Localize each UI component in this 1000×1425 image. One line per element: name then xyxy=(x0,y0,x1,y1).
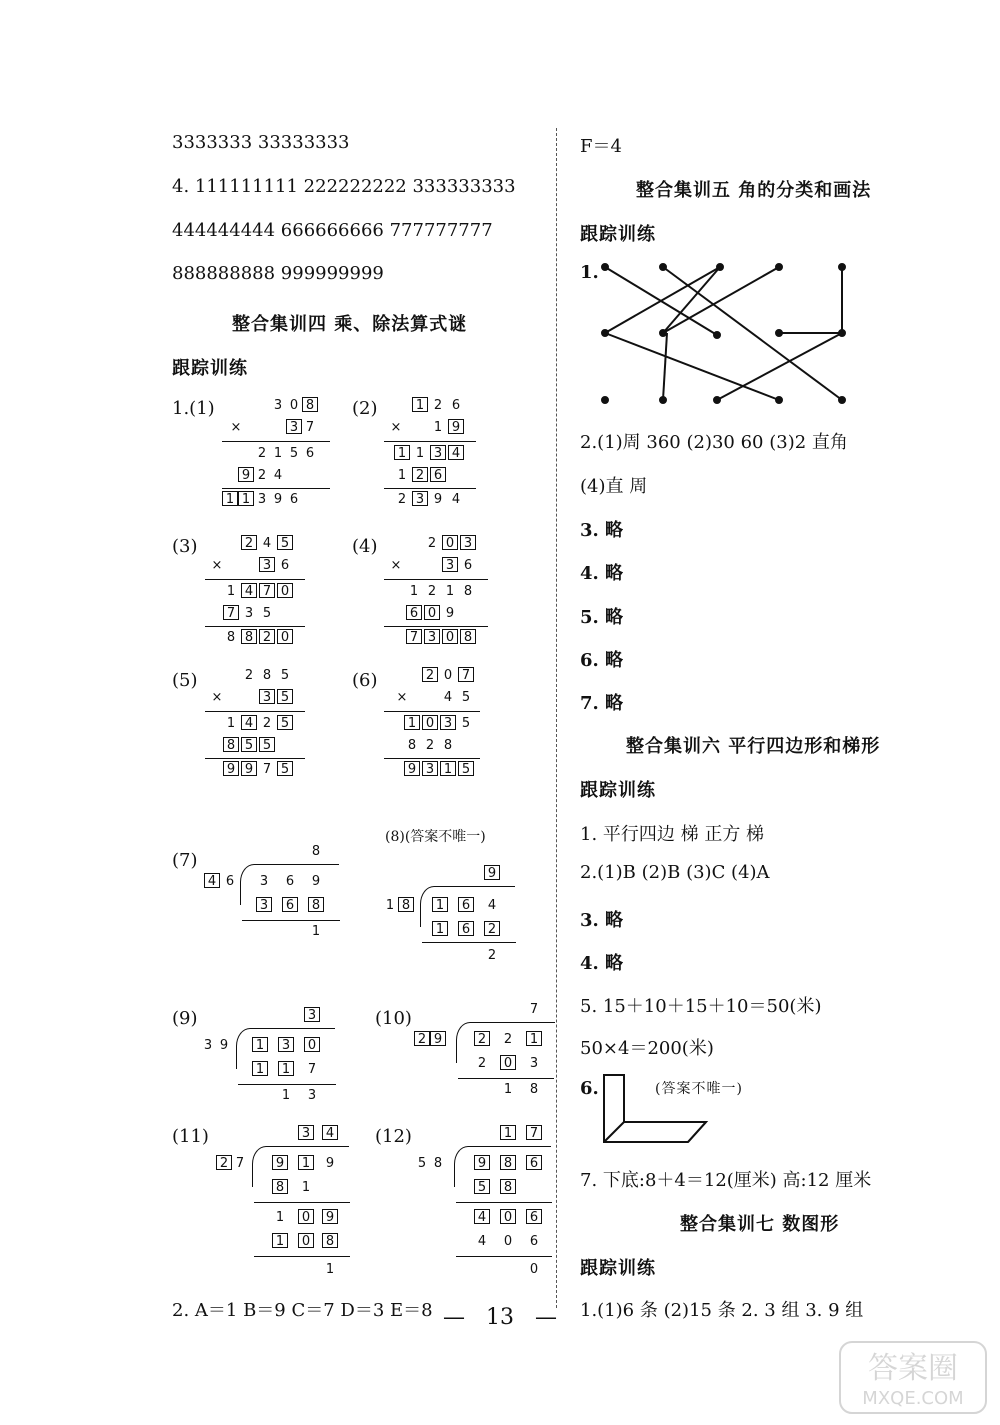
calc-label-7: (7) xyxy=(172,850,198,871)
digit: 2 xyxy=(257,468,267,483)
digit: 5 xyxy=(461,690,471,705)
boxed-digit: 1 xyxy=(252,1061,268,1076)
digit: 0 xyxy=(503,1234,513,1249)
boxed-digit: 3 xyxy=(460,535,476,550)
boxed-digit: 6 xyxy=(406,605,422,620)
boxed-digit: 1 xyxy=(432,897,448,912)
boxed-digit: 2 xyxy=(414,1031,430,1046)
digit: 1 xyxy=(325,1262,335,1277)
boxed-digit: 2 xyxy=(259,629,275,644)
calc-label-3: (3) xyxy=(172,536,198,557)
digit: 9 xyxy=(433,492,443,507)
boxed-digit: 2 xyxy=(412,467,428,482)
digit: 2 xyxy=(487,948,497,963)
calc-label-11: (11) xyxy=(172,1126,209,1147)
boxed-digit: 3 xyxy=(304,1007,320,1022)
digit: 5 xyxy=(289,446,299,461)
digit: 4 xyxy=(273,468,283,483)
answer-line-4: 888888888 999999999 xyxy=(172,263,384,284)
boxed-digit: 0 xyxy=(500,1055,516,1070)
digit: 7 xyxy=(305,420,315,435)
section4-title: 整合集训四 乘、除法算式谜 xyxy=(232,314,468,335)
boxed-digit: 1 xyxy=(272,1233,288,1248)
boxed-digit: 9 xyxy=(238,467,254,482)
digit: 1 xyxy=(409,584,419,599)
digit: 9 xyxy=(325,1156,335,1171)
boxed-digit: 1 xyxy=(394,445,410,460)
boxed-digit: 4 xyxy=(204,873,220,888)
calc-label-5: (5) xyxy=(172,670,198,691)
digit: 8 xyxy=(407,738,417,753)
digit: 6 xyxy=(529,1234,539,1249)
digit: 3 xyxy=(259,874,269,889)
boxed-digit: 3 xyxy=(422,761,438,776)
boxed-digit: 3 xyxy=(259,557,275,572)
digit: 6 xyxy=(289,492,299,507)
digit: 2 xyxy=(244,668,254,683)
section7-title: 整合集训七 数图形 xyxy=(680,1214,840,1235)
boxed-digit: 8 xyxy=(322,1233,338,1248)
digit: 7 xyxy=(307,1062,317,1077)
digit: 1 xyxy=(445,584,455,599)
boxed-digit: 8 xyxy=(460,629,476,644)
digit: 3 xyxy=(203,1038,213,1053)
boxed-digit: 4 xyxy=(448,445,464,460)
digit: 4 xyxy=(487,898,497,913)
multiplication-puzzle-1 xyxy=(222,396,332,516)
digit: 2 xyxy=(397,492,407,507)
s6-q1: 1. 平行四边 梯 正方 梯 xyxy=(580,824,765,845)
s6-q6-note: (答案不唯一) xyxy=(655,1081,743,1097)
multiplication-puzzle-6 xyxy=(384,666,484,786)
boxed-digit: 7 xyxy=(259,583,275,598)
boxed-digit: 0 xyxy=(277,629,293,644)
boxed-digit: 1 xyxy=(500,1125,516,1140)
division-puzzle-8 xyxy=(380,864,525,964)
digit: 4 xyxy=(451,492,461,507)
boxed-digit: 3 xyxy=(412,491,428,506)
trapezoid-figure xyxy=(598,1072,710,1150)
digit: × xyxy=(390,420,402,435)
boxed-digit: 1 xyxy=(432,921,448,936)
boxed-digit: 6 xyxy=(458,897,474,912)
boxed-digit: 0 xyxy=(298,1209,314,1224)
boxed-digit: 9 xyxy=(448,419,464,434)
digit: 8 xyxy=(443,738,453,753)
f-answer: F＝4 xyxy=(580,136,622,157)
boxed-digit: 4 xyxy=(241,583,257,598)
boxed-digit: 5 xyxy=(277,761,293,776)
boxed-digit: 3 xyxy=(259,689,275,704)
digit: 3 xyxy=(244,606,254,621)
digit: 6 xyxy=(285,874,295,889)
digit: 3 xyxy=(307,1088,317,1103)
division-puzzle-11 xyxy=(212,1124,357,1284)
calc-label-9: (9) xyxy=(172,1008,198,1029)
boxed-digit: 9 xyxy=(272,1155,288,1170)
digit: 8 xyxy=(311,844,321,859)
digit: 2 xyxy=(257,446,267,461)
boxed-digit: 9 xyxy=(430,1031,446,1046)
digit: 8 xyxy=(433,1156,443,1171)
q1-label: 1.(1) xyxy=(172,398,215,419)
digit: × xyxy=(230,420,242,435)
digit: 6 xyxy=(305,446,315,461)
boxed-digit: 8 xyxy=(223,737,239,752)
boxed-digit: 7 xyxy=(223,605,239,620)
boxed-digit: 1 xyxy=(412,397,428,412)
digit: 8 xyxy=(529,1082,539,1097)
boxed-digit: 9 xyxy=(223,761,239,776)
boxed-digit: 1 xyxy=(278,1061,294,1076)
section6-subtitle: 跟踪训练 xyxy=(580,780,656,801)
digit: 2 xyxy=(262,716,272,731)
s5-q2-answer: 2.(1)周 360 (2)30 60 (3)2 直角 xyxy=(580,432,848,453)
digit: 5 xyxy=(417,1156,427,1171)
s5-q5: 5. 略 xyxy=(580,607,624,628)
boxed-digit: 6 xyxy=(526,1209,542,1224)
boxed-digit: 7 xyxy=(526,1125,542,1140)
boxed-digit: 1 xyxy=(238,491,254,506)
boxed-digit: 5 xyxy=(277,715,293,730)
s5-q7: 7. 略 xyxy=(580,693,624,714)
boxed-digit: 0 xyxy=(442,629,458,644)
division-puzzle-10 xyxy=(412,1000,557,1100)
digit: 8 xyxy=(463,584,473,599)
digit: × xyxy=(390,558,402,573)
digit: 1 xyxy=(301,1180,311,1195)
answer-line-1: 3333333 33333333 xyxy=(172,132,350,153)
boxed-digit: 9 xyxy=(404,761,420,776)
answer-line-3: 444444444 666666666 777777777 xyxy=(172,220,493,241)
digit: 3 xyxy=(529,1056,539,1071)
digit: 6 xyxy=(280,558,290,573)
section7-subtitle: 跟踪训练 xyxy=(580,1258,656,1279)
boxed-digit: 5 xyxy=(458,761,474,776)
boxed-digit: 0 xyxy=(424,605,440,620)
boxed-digit: 9 xyxy=(241,761,257,776)
digit: 8 xyxy=(226,630,236,645)
multiplication-puzzle-3 xyxy=(205,534,310,654)
s6-q7: 7. 下底:8＋4＝12(厘米) 高:12 厘米 xyxy=(580,1170,872,1191)
boxed-digit: 0 xyxy=(304,1037,320,1052)
boxed-digit: 6 xyxy=(282,897,298,912)
calc-label-6: (6) xyxy=(352,670,378,691)
watermark-logo xyxy=(838,1340,988,1415)
page-number: — 13 — xyxy=(443,1305,557,1330)
boxed-digit: 1 xyxy=(440,761,456,776)
boxed-digit: 1 xyxy=(222,491,238,506)
section6-title: 整合集训六 平行四边形和梯形 xyxy=(626,736,881,757)
digit: 0 xyxy=(443,668,453,683)
digit: 0 xyxy=(529,1262,539,1277)
s6-q2: 2.(1)B (2)B (3)C (4)A xyxy=(580,862,770,883)
svg-text:答案圈: 答案圈 xyxy=(868,1351,958,1386)
s5-q6: 6. 略 xyxy=(580,650,624,671)
digit: 2 xyxy=(477,1056,487,1071)
digit: 6 xyxy=(451,398,461,413)
s5-q2-cont: (4)直 周 xyxy=(580,476,648,497)
digit: 5 xyxy=(262,606,272,621)
s6-q4: 4. 略 xyxy=(580,953,624,974)
boxed-digit: 8 xyxy=(241,629,257,644)
digit: 5 xyxy=(461,716,471,731)
boxed-digit: 3 xyxy=(298,1125,314,1140)
boxed-digit: 9 xyxy=(474,1155,490,1170)
boxed-digit: 5 xyxy=(474,1179,490,1194)
section5-subtitle: 跟踪训练 xyxy=(580,224,656,245)
digit: 4 xyxy=(477,1234,487,1249)
boxed-digit: 2 xyxy=(216,1155,232,1170)
answer-line-2: 4. 111111111 222222222 333333333 xyxy=(172,176,516,197)
boxed-digit: 6 xyxy=(430,467,446,482)
boxed-digit: 4 xyxy=(241,715,257,730)
digit: 2 xyxy=(427,584,437,599)
digit: 9 xyxy=(219,1038,229,1053)
division-puzzle-7 xyxy=(200,842,345,942)
boxed-digit: 0 xyxy=(422,715,438,730)
boxed-digit: 6 xyxy=(458,921,474,936)
boxed-digit: 3 xyxy=(256,897,272,912)
digit: 7 xyxy=(235,1156,245,1171)
digit: 7 xyxy=(529,1002,539,1017)
digit: 8 xyxy=(262,668,272,683)
boxed-digit: 3 xyxy=(286,419,302,434)
digit: 9 xyxy=(273,492,283,507)
boxed-digit: 8 xyxy=(500,1155,516,1170)
digit: 1 xyxy=(226,716,236,731)
boxed-digit: 0 xyxy=(298,1233,314,1248)
digit: 6 xyxy=(225,874,235,889)
boxed-digit: 1 xyxy=(404,715,420,730)
boxed-digit: 8 xyxy=(302,397,318,412)
digit: 2 xyxy=(425,738,435,753)
digit: 1 xyxy=(273,446,283,461)
boxed-digit: 2 xyxy=(241,535,257,550)
boxed-digit: 7 xyxy=(406,629,422,644)
digit: 9 xyxy=(445,606,455,621)
digit: 2 xyxy=(503,1032,513,1047)
digit: 2 xyxy=(427,536,437,551)
boxed-digit: 0 xyxy=(277,583,293,598)
calc-label-2: (2) xyxy=(352,398,378,419)
digit: × xyxy=(396,690,408,705)
digit: 3 xyxy=(257,492,267,507)
boxed-digit: 1 xyxy=(252,1037,268,1052)
boxed-digit: 0 xyxy=(500,1209,516,1224)
boxed-digit: 3 xyxy=(424,629,440,644)
boxed-digit: 9 xyxy=(322,1209,338,1224)
digit: 1 xyxy=(275,1210,285,1225)
digit: 2 xyxy=(433,398,443,413)
boxed-digit: 8 xyxy=(398,897,414,912)
digit: 1 xyxy=(385,898,395,913)
boxed-digit: 6 xyxy=(526,1155,542,1170)
boxed-digit: 1 xyxy=(526,1031,542,1046)
calc-label-4: (4) xyxy=(352,536,378,557)
boxed-digit: 5 xyxy=(277,535,293,550)
digit: 1 xyxy=(281,1088,291,1103)
q2-answer: 2. A＝1 B＝9 C＝7 D＝3 E＝8 xyxy=(172,1300,433,1321)
boxed-digit: 2 xyxy=(474,1031,490,1046)
digit: 5 xyxy=(280,668,290,683)
boxed-digit: 2 xyxy=(484,921,500,936)
multiplication-puzzle-2 xyxy=(384,396,484,516)
multiplication-puzzle-5 xyxy=(205,666,310,786)
digit: × xyxy=(211,690,223,705)
boxed-digit: 5 xyxy=(277,689,293,704)
digit: × xyxy=(211,558,223,573)
digit: 4 xyxy=(443,690,453,705)
s5-q3: 3. 略 xyxy=(580,520,624,541)
boxed-digit: 3 xyxy=(440,715,456,730)
section4-subtitle: 跟踪训练 xyxy=(172,358,248,379)
boxed-digit: 8 xyxy=(272,1179,288,1194)
s6-q3: 3. 略 xyxy=(580,910,624,931)
calc-label-12: (12) xyxy=(375,1126,412,1147)
s5-q4: 4. 略 xyxy=(580,563,624,584)
digit: 1 xyxy=(397,468,407,483)
s6-q6-label: 6. xyxy=(580,1078,599,1099)
digit: 3 xyxy=(273,398,283,413)
svg-text:MXQE.COM: MXQE.COM xyxy=(862,1388,964,1409)
boxed-digit: 7 xyxy=(458,667,474,682)
division-puzzle-12 xyxy=(412,1124,557,1284)
boxed-digit: 9 xyxy=(484,865,500,880)
digit: 1 xyxy=(433,420,443,435)
digit: 4 xyxy=(262,536,272,551)
section5-title: 整合集训五 角的分类和画法 xyxy=(636,180,872,201)
boxed-digit: 3 xyxy=(442,557,458,572)
digit: 1 xyxy=(415,446,425,461)
boxed-digit: 4 xyxy=(322,1125,338,1140)
digit: 9 xyxy=(311,874,321,889)
digit: 7 xyxy=(262,762,272,777)
calc-label-10: (10) xyxy=(375,1008,412,1029)
multiplication-puzzle-4 xyxy=(384,534,494,654)
digit: 1 xyxy=(503,1082,513,1097)
boxed-digit: 5 xyxy=(241,737,257,752)
boxed-digit: 2 xyxy=(422,667,438,682)
digit: 6 xyxy=(463,558,473,573)
digit: 1 xyxy=(226,584,236,599)
matching-lines-figure xyxy=(590,255,860,415)
boxed-digit: 3 xyxy=(430,445,446,460)
digit: 1 xyxy=(311,924,321,939)
s6-q5-cont: 50×4＝200(米) xyxy=(580,1038,714,1059)
boxed-digit: 1 xyxy=(298,1155,314,1170)
boxed-digit: 4 xyxy=(474,1209,490,1224)
boxed-digit: 8 xyxy=(308,897,324,912)
s5-q1-label: 1. xyxy=(580,262,599,283)
boxed-digit: 3 xyxy=(278,1037,294,1052)
boxed-digit: 0 xyxy=(442,535,458,550)
boxed-digit: 5 xyxy=(259,737,275,752)
digit: 0 xyxy=(289,398,299,413)
division-puzzle-9 xyxy=(196,1006,341,1106)
calc-label-8: (8)(答案不唯一) xyxy=(385,829,486,845)
s6-q5: 5. 15＋10＋15＋10＝50(米) xyxy=(580,996,822,1017)
s7-q1: 1.(1)6 条 (2)15 条 2. 3 组 3. 9 组 xyxy=(580,1300,864,1321)
boxed-digit: 8 xyxy=(500,1179,516,1194)
